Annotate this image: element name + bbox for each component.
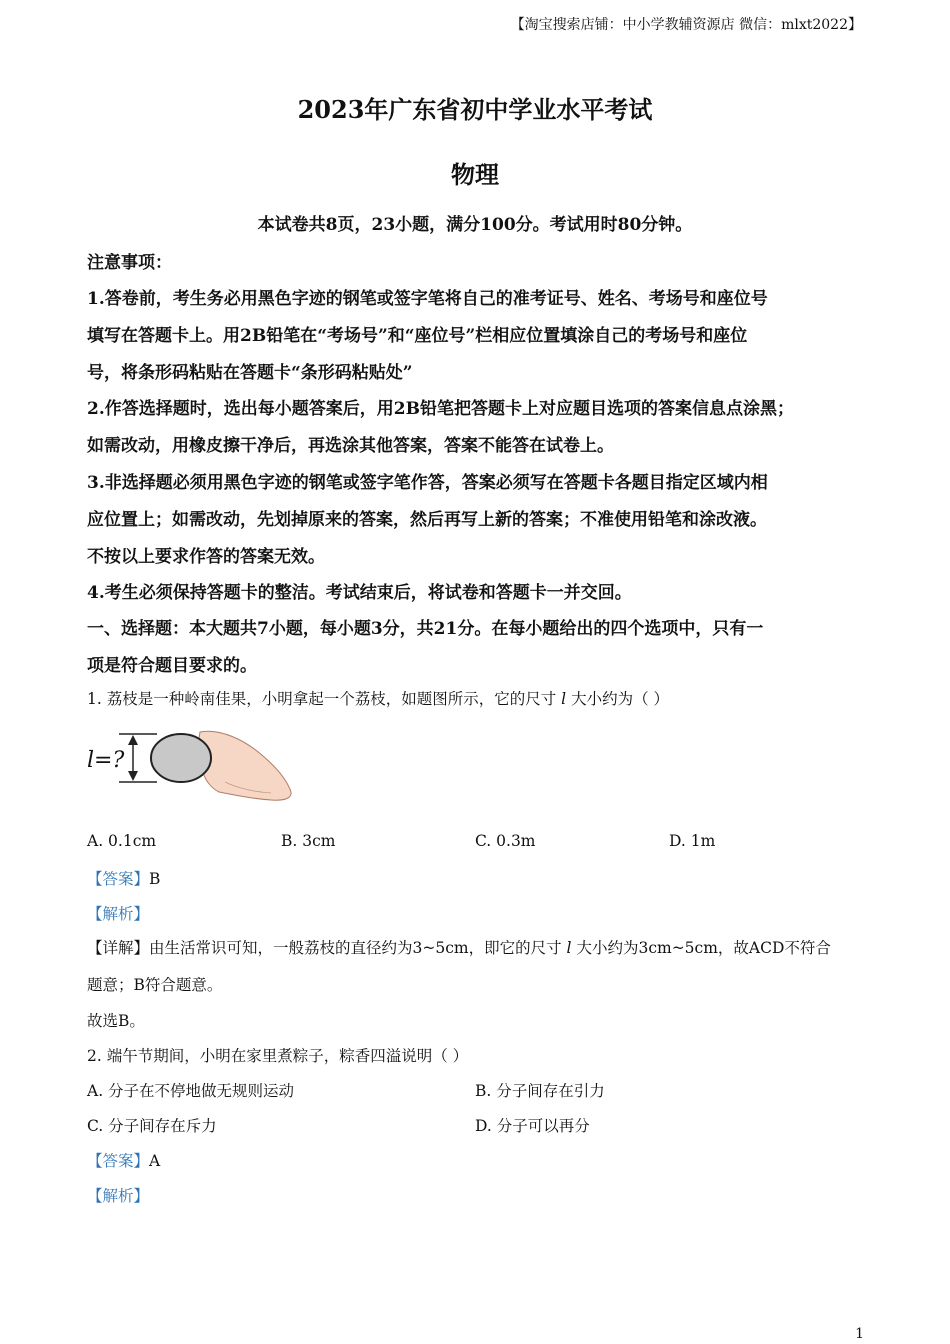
notice-heading: 注意事项：: [87, 253, 172, 273]
q1-stem-text: 1. 荔枝是一种岭南佳果，小明拿起一个荔枝，如题图所示，它的尺寸: [87, 690, 557, 708]
page-number: 1: [855, 1326, 864, 1342]
answer-value: B: [149, 870, 161, 888]
notice-line: 应位置上；如需改动，先划掉原来的答案，然后再写上新的答案；不准使用铅笔和涂改液。: [87, 510, 767, 530]
q1-stem-text: 大小约为（ ）: [571, 690, 669, 708]
q2-option-b: B. 分子间存在引力: [475, 1082, 605, 1100]
detail-text: 大小约为3cm~5cm，故ACD不符合: [576, 939, 831, 957]
q1-analysis-tag: 【解析】: [87, 905, 150, 923]
figure-label: l=?: [87, 748, 125, 773]
notice-line: 2.作答选择题时，选出每小题答案后，用2B铅笔把答题卡上对应题目选项的答案信息点涂黑；: [87, 399, 794, 419]
q2-option-d: D. 分子可以再分: [475, 1117, 590, 1135]
notice-line: 填写在答题卡上。用2B铅笔在“考场号”和“座位号”栏相应位置填涂自己的考场号和座位: [87, 326, 748, 346]
notice-line: 4.考生必须保持答题卡的整洁。考试结束后，将试卷和答题卡一并交回。: [87, 583, 632, 603]
q1-option-d: D. 1m: [669, 832, 716, 850]
exam-info: 本试卷共8页，23小题，满分100分。考试用时80分钟。: [257, 215, 693, 235]
notice-line: 3.非选择题必须用黑色字迹的钢笔或签字笔作答，答案必须写在答题卡各题目指定区域内相: [87, 473, 768, 493]
arrow-up-icon: [128, 735, 138, 745]
exam-title: 2023年广东省初中学业水平考试: [297, 95, 653, 124]
q1-option-b: B. 3cm: [281, 832, 336, 850]
notice-line: 1.答卷前，考生务必用黑色字迹的钢笔或签字笔将自己的准考证号、姓名、考场号和座位号: [87, 289, 768, 309]
notice-line: 号，将条形码粘贴在答题卡“条形码粘贴处”: [87, 363, 413, 383]
section-heading: 项是符合题目要求的。: [87, 656, 257, 676]
arrow-down-icon: [128, 771, 138, 781]
q1-stem-variable: l: [561, 690, 567, 708]
q2-option-a: A. 分子在不停地做无规则运动: [87, 1082, 295, 1100]
q1-conclusion: 故选B。: [87, 1012, 145, 1030]
subject-title: 物理: [451, 160, 499, 189]
q2-answer: [87, 1149, 160, 1171]
q1-option-a: A. 0.1cm: [87, 832, 157, 850]
q2-analysis-tag: 【解析】: [87, 1187, 150, 1205]
notice-line: 不按以上要求作答的答案无效。: [87, 547, 325, 567]
section-heading: 一、选择题：本大题共7小题，每小题3分，共21分。在每小题给出的四个选项中，只有一: [87, 619, 764, 639]
detail-tag: 【详解】: [87, 939, 150, 957]
q1-option-c: C. 0.3m: [475, 832, 536, 850]
q1-stem: [87, 687, 669, 709]
answer-tag: 【答案】: [87, 1152, 150, 1170]
q1-answer: [87, 867, 160, 889]
litchi-icon: [151, 734, 211, 782]
answer-tag: 【答案】: [87, 870, 150, 888]
detail-text: 由生活常识可知，一般荔枝的直径约为3~5cm，即它的尺寸: [149, 939, 562, 957]
litchi-hand-illustration: [85, 722, 300, 807]
q2-option-c: C. 分子间存在斥力: [87, 1117, 217, 1135]
notice-line: 如需改动，用橡皮擦干净后，再选涂其他答案，答案不能答在试卷上。: [87, 436, 614, 456]
hand-icon: [199, 731, 291, 800]
header-note: 【淘宝搜索店铺：中小学教辅资源店 微信：mlxt2022】: [510, 17, 862, 33]
q1-detail: [87, 936, 831, 958]
litchi-figure: [85, 722, 300, 811]
q2-stem: 2. 端午节期间，小明在家里煮粽子，粽香四溢说明（ ）: [87, 1047, 469, 1065]
q1-detail-line2: 题意；B符合题意。: [87, 976, 223, 994]
answer-value: A: [149, 1152, 161, 1170]
detail-variable: l: [566, 939, 572, 957]
